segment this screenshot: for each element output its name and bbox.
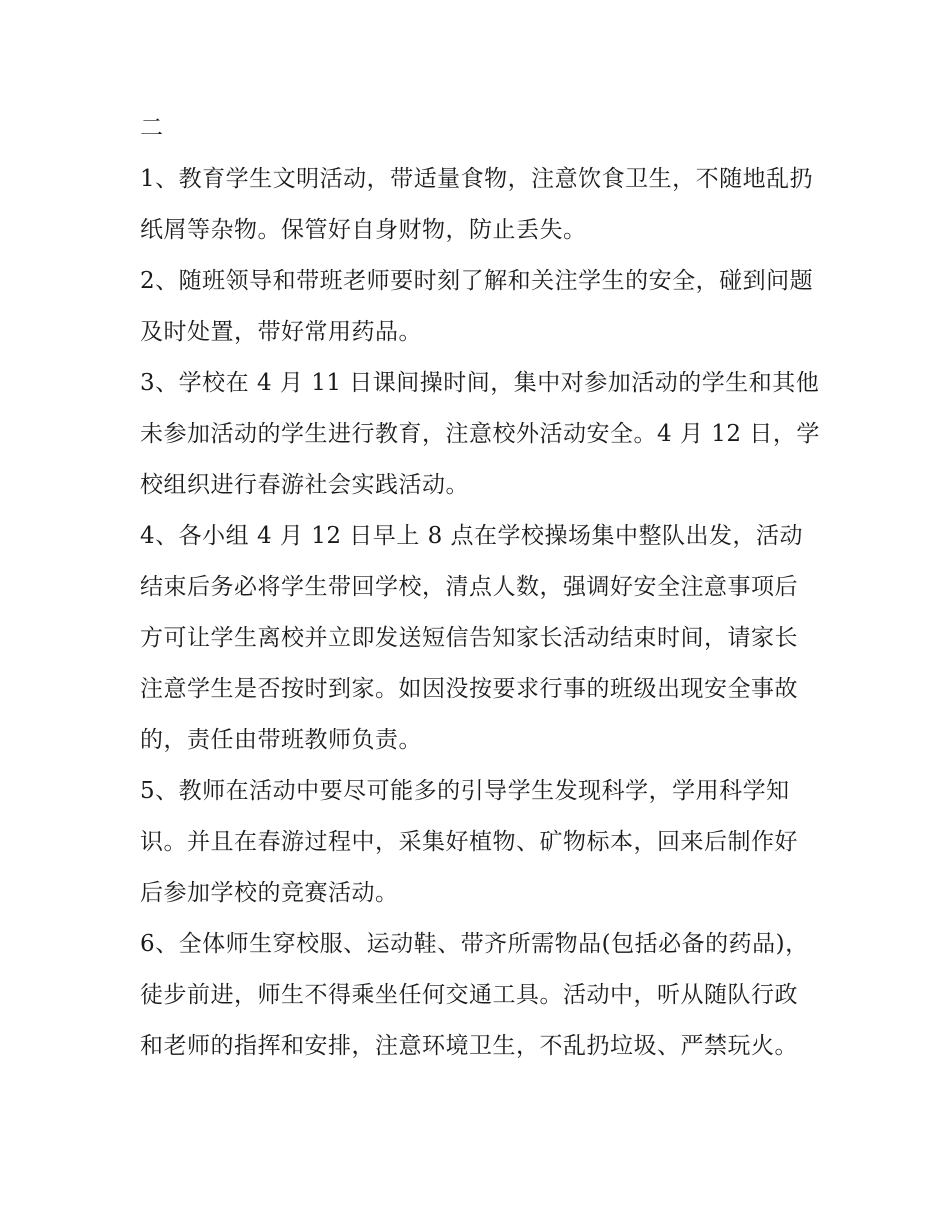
paragraph-2: 2、随班领导和带班老师要时刻了解和关注学生的安全，碰到问题及时处置，带好常用药品。 xyxy=(140,268,814,345)
paragraph-4: 4、各小组 4 月 12 日早上 8 点在学校操场集中整队出发，活动结束后务必将学生带回学校，清点人数，强调好安全注意事项后方可让学生离校并立即发送短信告知家长活动结束时间，请家长注意学生是否按时到家。如因没按要求行事的班级出现安全事故的，责任由带班教师负责。 xyxy=(140,523,804,753)
paragraph-5: 5、教师在活动中要尽可能多的引导学生发现科学，学用科学知识。并且在春游过程中，采集好植物、矿物标本，回来后制作好后参加学校的竞赛活动。 xyxy=(140,778,798,906)
paragraph-3: 3、学校在 4 月 11 日课间操时间，集中对参加活动的学生和其他未参加活动的学生进行教育，注意校外活动安全。4 月 12 日，学校组织进行春游社会实践活动。 xyxy=(140,370,820,498)
section-heading: 二 xyxy=(140,115,164,141)
paragraph-6: 6、全体师生穿校服、运动鞋、带齐所需物品(包括必备的药品)，徒步前进，师生不得乘坐任何交通工具。活动中，听从随队行政和老师的指挥和安排，注意环境卫生，不乱扔垃圾、严禁玩火。 xyxy=(140,931,809,1059)
document-body xyxy=(140,103,820,1072)
paragraph-1: 1、教育学生文明活动，带适量食物，注意饮食卫生，不随地乱扔纸屑等杂物。保管好自身财物，防止丢失。 xyxy=(140,166,814,243)
